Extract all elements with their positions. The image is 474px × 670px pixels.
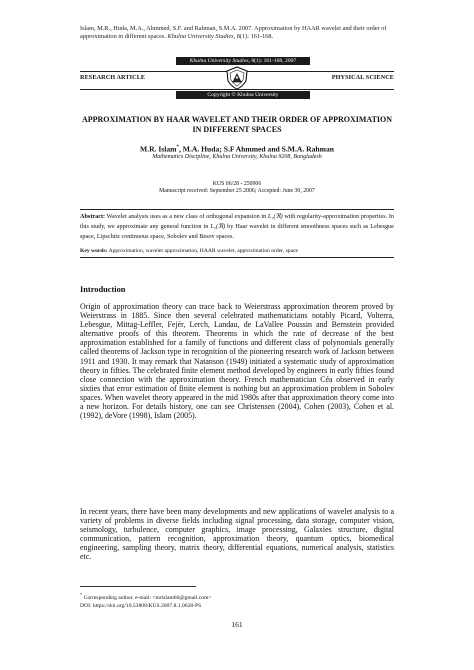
- first-author: M.R. Islam: [140, 144, 177, 154]
- footnote: [80, 591, 394, 610]
- other-authors: , M.A. Huda; S.F Ahmmed and S.M.A. Rahman: [179, 144, 334, 154]
- l2-space-symbol: L₂(ℜ): [267, 213, 283, 220]
- footnote-rule: [80, 586, 196, 587]
- manuscript-dates: Manuscript received: September 25 2006; Accepted: June 30, 2007: [159, 188, 315, 194]
- citation-line2-suffix: 8(1): 161-168.: [236, 33, 274, 40]
- abstract-rule-bottom: [80, 257, 394, 258]
- introduction-paragraph-2: In recent years, there have been many developments and new applications of wavelet analysis to a variety of problems in diverse fields including signal processing, data storage, computer vision, seismology, turbulence, computer graphics, image processing, Galaxies structure, digital communication, pattern recognition, approximation theory, quantum optics, biomedical engineering, sampling theory, matrix theory, differential equations, numerical analysis, statistics etc.: [80, 507, 394, 562]
- abstract-text-1: Wavelet analysis uses as a new class of orthogonal expansion in: [106, 213, 267, 220]
- corresponding-marker: *: [176, 145, 179, 150]
- abstract-label: Abstract:: [80, 213, 106, 220]
- abstract-text-3: by Haar wavelet in different smoothness spaces such as Lebesgue space, Lipschitz continuous space, Sobolev and Besov spaces.: [80, 223, 395, 240]
- section-type-label: PHYSICAL SCIENCE: [331, 74, 394, 81]
- introduction-paragraph-1: Origin of approximation theory can trace back to Weierstrass approximation theorem proved by Weierstrass in 1885. Since then several celebrated mathematicians notably Picard, Volterra, Lebesgue, Mittag-Leffler, Fejér, Lerch, Landau, de LaVallee Poussin and Bernstein provided alternative proofs of this theorem. Theorems in which the rate of decrease of the best approximation established for a family of functions and different class of polynomials generally called theorems of Jackson type in recognition of the pioneering research work of Jackson between 1911 and 1930. It may remark that Natanson (1949) initiated a systematic study of approximation theory in fifties. The celebrated finite element method developed by engineers in early fifties found close connection with the approximation theory. French mathematician Céa observed in early sixties that error estimation of finite element is nothing but an approximation problem in Sobolev spaces. When wavelet theory appeared in the mid 1980s after that approximation theory come into a new horizon. For details history, one can see Christensen (2004), Cohen (2003), Cohen et al. (1992), deVore (1998), Islam (2005).: [80, 302, 394, 421]
- header-rule-bottom: [80, 89, 394, 90]
- abstract: [80, 212, 394, 242]
- journal-banner-issue: 8(1): 161-168, 2007: [251, 58, 297, 64]
- keywords-text: Approximation, wavelet approximation, HAAR wavelet, approximation order, space: [108, 248, 299, 254]
- citation-header: [80, 25, 400, 41]
- paper-title-line2: IN DIFFERENT SPACES: [192, 125, 282, 135]
- authors-line: [80, 143, 394, 154]
- footnote-marker: *: [80, 592, 83, 597]
- copyright-banner: Copyright © Khulna University: [176, 91, 310, 99]
- citation-line1: Islam, M.R., Huda, M.A., Ahmmed, S.F. and Rahman, S.M.A. 2007. Approximation by HAAR wavelet and their order of: [80, 25, 387, 32]
- doi-link[interactable]: DOI: https://doi.org/10.53808/KUS.2007.8.1.0628-PS: [80, 602, 202, 609]
- abstract-text-2: with regularity-approximation properties. In this study, we approximate any general function in: [80, 213, 395, 230]
- citation-line2-prefix: approximation in different spaces.: [80, 33, 166, 40]
- manuscript-info: [80, 181, 394, 195]
- corresponding-author: Corresponding author. e-mail: <mrislam66@gmail.com>: [83, 594, 212, 601]
- article-type-label: RESEARCH ARTICLE: [80, 74, 146, 81]
- university-logo-icon: [224, 66, 250, 90]
- paper-title: [80, 115, 394, 136]
- page-number: 161: [231, 620, 243, 629]
- keywords-label: Key words:: [80, 248, 108, 254]
- journal-banner-name: Khulna University Studies,: [189, 58, 250, 64]
- university-logo: [224, 66, 250, 90]
- paper-title-line1: APPROXIMATION BY HAAR WAVELET AND THEIR ORDER OF APPROXIMATION: [81, 115, 393, 124]
- affiliation: Mathematics Discipline, Khulna University, Khulna 9208, Bangladesh: [152, 154, 322, 160]
- kus-number: KUS 06/28 - 250906: [212, 181, 262, 187]
- citation-journal: Khulna University Studies,: [167, 33, 236, 40]
- introduction-heading: Introduction: [80, 285, 126, 294]
- abstract-rule-top: [80, 209, 394, 210]
- journal-banner: [176, 57, 310, 65]
- l2-space-symbol-2: L₂(ℜ): [210, 223, 226, 230]
- keywords: [80, 248, 394, 255]
